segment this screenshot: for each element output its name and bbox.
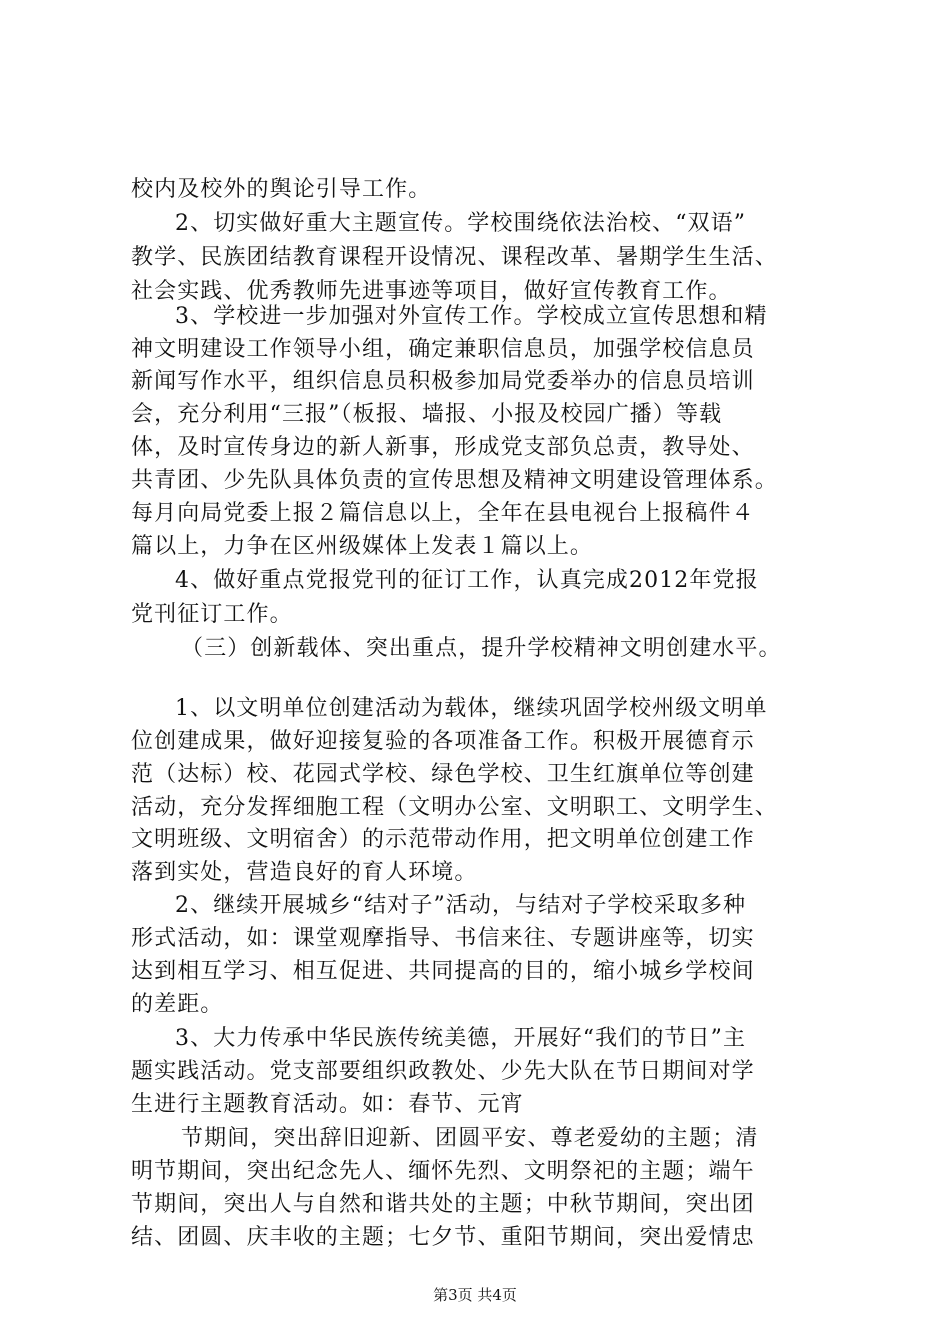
text-line: 节期间，突出人与自然和谐共处的主题；中秋节期间，突出团	[131, 1192, 755, 1217]
text-line: 每月向局党委上报２篇信息以上，全年在县电视台上报稿件４	[131, 501, 755, 526]
paragraph-start-line: 3、学校进一步加强对外宣传工作。学校成立宣传思想和精	[175, 304, 768, 329]
text-line: 活动，充分发挥细胞工程（文明办公室、文明职工、文明学生、	[131, 795, 778, 820]
text-line: 教学、民族团结教育课程开设情况、课程改革、暑期学生生活、	[131, 245, 778, 270]
text-line: 落到实处，营造良好的育人环境。	[131, 860, 478, 885]
paragraph-start-line: 2、切实做好重大主题宣传。学校围绕依法治校、“双语”	[175, 211, 747, 236]
text-line: 形式活动，如：课堂观摩指导、书信来往、专题讲座等，切实	[131, 926, 755, 951]
text-line: 新闻写作水平，组织信息员积极参加局党委举办的信息员培训	[131, 369, 755, 394]
text-line: 位创建成果，做好迎接复验的各项准备工作。积极开展德育示	[131, 729, 755, 754]
text-line: 达到相互学习、相互促进、共同提高的目的，缩小城乡学校间	[131, 959, 755, 984]
section-heading: （三）创新载体、突出重点，提升学校精神文明创建水平。	[181, 636, 782, 661]
text-line: 范（达标）校、花园式学校、绿色学校、卫生红旗单位等创建	[131, 762, 755, 787]
text-line: 的差距。	[131, 992, 224, 1017]
text-line: 体，及时宣传身边的新人新事，形成党支部负总责，教导处、	[131, 435, 755, 460]
paragraph-start-line: 3、大力传承中华民族传统美德，开展好“我们的节日”主	[175, 1026, 747, 1051]
text-line: 题实践活动。党支部要组织政教处、少先大队在节日期间对学	[131, 1059, 755, 1084]
text-line: 会，充分利用“三报”（板报、墙报、小报及校园广播）等载	[131, 402, 723, 427]
text-line: 社会实践、优秀教师先进事迹等项目，做好宣传教育工作。	[131, 279, 732, 304]
paragraph-start-line: 2、继续开展城乡“结对子”活动，与结对子学校采取多种	[175, 893, 747, 918]
paragraph-start-line: 4、做好重点党报党刊的征订工作，认真完成2012年党报	[175, 568, 759, 593]
paragraph-start-line: 1、以文明单位创建活动为载体，继续巩固学校州级文明单	[175, 696, 768, 721]
page-number-footer: 第3页 共4页	[433, 1286, 517, 1304]
text-line: 党刊征订工作。	[131, 602, 293, 627]
text-line: 共青团、少先队具体负责的宣传思想及精神文明建设管理体系。	[131, 468, 778, 493]
text-line: 生进行主题教育活动。如：春节、元宵	[131, 1092, 524, 1117]
text-line: 神文明建设工作领导小组，确定兼职信息员，加强学校信息员	[131, 337, 755, 362]
text-line: 篇以上，力争在区州级媒体上发表１篇以上。	[131, 534, 594, 559]
paragraph-start-line: 节期间，突出辞旧迎新、团圆平安、尊老爱幼的主题；清	[181, 1126, 759, 1151]
text-line: 结、团圆、庆丰收的主题；七夕节、重阳节期间，突出爱情忠	[131, 1225, 755, 1250]
text-line: 文明班级、文明宿舍）的示范带动作用，把文明单位创建工作	[131, 827, 755, 852]
text-line: 明节期间，突出纪念先人、缅怀先烈、文明祭祀的主题；端午	[131, 1159, 755, 1184]
text-line: 校内及校外的舆论引导工作。	[131, 177, 432, 202]
